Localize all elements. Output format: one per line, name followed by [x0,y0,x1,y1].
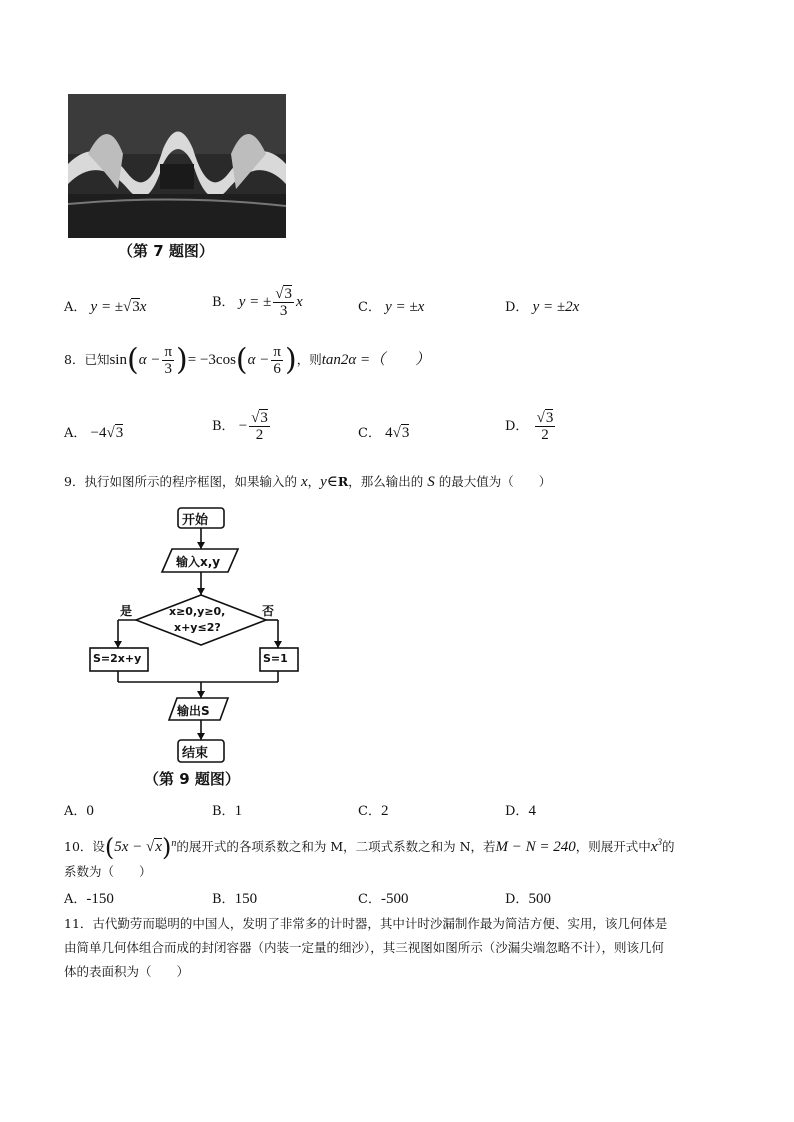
q8-option-a[interactable]: A． −4√3 [64,425,124,441]
q10-stem-line2: 系数为（ ） [64,864,152,879]
flow-end-label: 结束 [182,746,209,761]
q10-stem: 10．设$(5x - √x)^n$的展开式的各项系数之和为 M，二项式系数之和为 N，若M − N = 240，则展开式中$x^3$的 [64,833,675,862]
q8-stem: 8．已知sin(α − $\frac{\pi}{3}$ )= −3cos(α − $\frac{\pi}{6}$ )，则tan2α =（ ） [64,342,431,378]
q11-line-2: 由简单几何体组合而成的封闭容器（内装一定量的细沙），其三视图如图所示（沙漏尖端忽略不计），则该几何 [64,940,665,955]
flow-start-label: 开始 [182,513,209,528]
q10-option-d[interactable]: D．500 [505,891,551,907]
q10-option-a[interactable]: A．-150 [64,891,114,907]
flow-right-label: S=1 [263,652,288,665]
decision-node [136,595,266,645]
flow-input-label: 输入x,y [176,555,221,569]
q9-option-b[interactable]: B．1 [212,803,243,819]
q8-option-d[interactable]: D． $\frac{√3}{2}$ [505,410,554,443]
figure-9-caption: （第 9 题图） [144,770,240,788]
q9-option-a[interactable]: A．0 [64,803,94,819]
q7-option-a[interactable]: A． y = ±√3x [64,299,147,315]
flow-cond-line1: x≥0,y≥0, [169,605,226,618]
q9-option-d[interactable]: D．4 [505,803,536,819]
figure-7-photo [68,94,286,238]
q8-option-b[interactable]: B． − $\frac{√3}{2}$ [212,410,268,443]
flow-cond-line2: x+y≤2? [174,621,221,634]
q7-option-b[interactable]: B． y = ± $\frac{√3}{3}$ x [212,286,303,319]
flow-left-label: S=2x+y [93,652,142,665]
flow-yes-label: 是 [120,604,133,618]
bridge-photo-image [68,94,286,238]
q11-line-1: 11．古代勤劳而聪明的中国人，发明了非常多的计时器，其中计时沙漏制作最为简洁方便、实用，该几何体是 [64,916,668,931]
q10-option-c[interactable]: C．-500 [358,891,409,907]
q9-option-c[interactable]: C．2 [358,803,389,819]
q9-stem: 9．执行如图所示的程序框图，如果输入的 x，y∈R，那么输出的 S 的最大值为（ ） [64,474,552,490]
q7-option-c[interactable]: C． y = ±x [358,299,425,315]
q7-option-d[interactable]: D． y = ±2x [505,299,580,315]
q10-option-b[interactable]: B．150 [212,891,258,907]
q8-option-c[interactable]: C． 4√3 [358,425,410,441]
flow-output-label: 输出S [177,704,210,718]
flowchart [88,500,318,800]
figure-7-caption: （第 7 题图） [118,242,214,260]
flow-no-label: 否 [262,604,275,618]
q11-line-3: 体的表面积为（ ） [64,964,190,979]
